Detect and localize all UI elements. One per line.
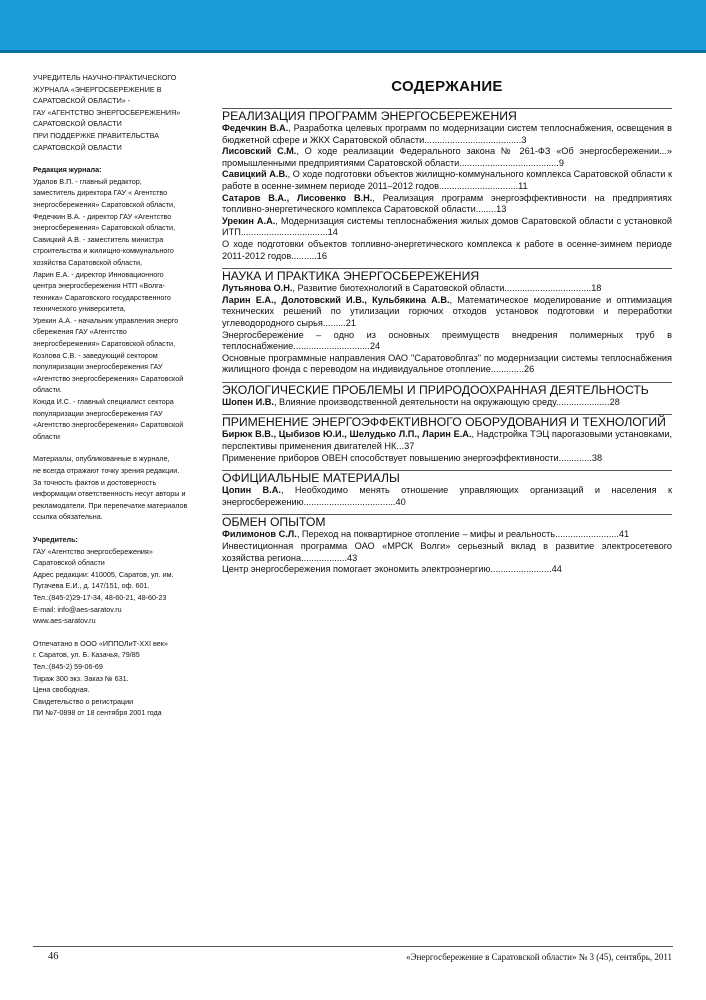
- entry-author: Филимонов С.Л.: [222, 529, 297, 540]
- toc-entry[interactable]: [222, 397, 672, 409]
- entry-author: Шопен И.В.: [222, 396, 274, 407]
- editorial-line: Ларин Е.А. - директор Инновационного: [33, 269, 164, 279]
- entry-title: Применение приборов ОВЕН способствует повышению энергоэффективности: [222, 452, 559, 463]
- editorial-line: области.: [33, 385, 62, 395]
- dot-leader: ..........: [291, 250, 317, 261]
- entry-page-number: 26: [524, 364, 535, 375]
- editorial-line: Удалов В.П. - главный редактор,: [33, 176, 142, 186]
- toc-entry[interactable]: [222, 123, 672, 146]
- header-band: [0, 0, 706, 50]
- entry-author: Лисовский С.М.: [222, 146, 297, 157]
- entry-page-number: 37: [404, 441, 415, 452]
- founder-line: ЖУРНАЛА «ЭНЕРГОСБЕРЕЖЕНИЕ В: [33, 84, 162, 94]
- disclaimer-line: не всегда отражают точку зрения редакции.: [33, 466, 180, 475]
- entry-author: Савицкий А.В.: [222, 169, 288, 180]
- founder-line: ГАУ «АГЕНТСТВО ЭНЕРГОСБЕРЕЖЕНИЯ»: [33, 107, 181, 117]
- dot-leader: .............: [558, 452, 592, 463]
- editorial-line: области: [33, 431, 60, 441]
- toc-entry[interactable]: [222, 564, 672, 576]
- entry-author: Ларин Е.А., Долотовский И.В., Кульбякина А.В.: [222, 294, 450, 305]
- toc-section: [222, 108, 672, 262]
- publisher-line: www.aes-saratov.ru: [33, 616, 96, 626]
- entry-author: Бирюк В.В., Цыбизов Ю.И., Шелудько Л.П., Ларин Е.А.: [222, 429, 472, 440]
- founder-line: УЧРЕДИТЕЛЬ НАУЧНО-ПРАКТИЧЕСКОГО: [33, 73, 177, 82]
- section-heading: ПРИМЕНЕНИЕ ЭНЕРГОЭФФЕКТИВНОГО ОБОРУДОВАНИЯ И ТЕХНОЛОГИЙ: [222, 414, 672, 429]
- entry-page-number: 44: [551, 564, 562, 575]
- dot-leader: .......................................: [459, 157, 559, 168]
- table-of-contents: [222, 78, 672, 576]
- founder-line: САРАТОВСКОЙ ОБЛАСТИ: [33, 142, 122, 152]
- editorial-line: популяризации энергосбережения ГАУ: [33, 408, 163, 418]
- editorial-line: техника» Саратовского государственного: [33, 292, 171, 302]
- disclaimer-line: ссылка обязательна.: [33, 512, 103, 522]
- toc-section: [222, 470, 672, 508]
- entry-title: , Переход на поквартирное отопление – мифы и реальность: [296, 529, 556, 540]
- toc-entry[interactable]: [222, 429, 672, 452]
- publisher-line: Пугачева Е.И., д. 147/151, оф. 601.: [33, 581, 150, 591]
- entry-page-number: 13: [496, 204, 507, 215]
- disclaimer-line: информации ответственность несут авторы и: [33, 489, 186, 499]
- editorial-heading: Редакция журнала:: [33, 165, 102, 175]
- entry-title: О ходе подготовки объектов топливно-энергетического комплекса к работе в осенне-зимнем периоде 2011-2012 годов: [222, 238, 672, 261]
- entry-page-number: 18: [591, 283, 602, 294]
- section-heading: ОБМЕН ОПЫТОМ: [222, 514, 672, 529]
- toc-entry[interactable]: [222, 239, 672, 262]
- dot-leader: ...............................: [438, 180, 519, 191]
- dot-leader: .........: [322, 317, 346, 328]
- publisher-info: [33, 546, 213, 627]
- dot-leader: .....................: [555, 396, 610, 407]
- publisher-line: Саратовской области: [33, 558, 105, 568]
- dot-leader: ........: [475, 204, 497, 215]
- entry-page-number: 14: [327, 227, 338, 238]
- entry-title: , О ходе реализации Федерального закона № 261-ФЗ «Об энергосбережении...» промышленными предприятиями Саратовской области: [222, 146, 673, 168]
- journal-issue: «Энергосбережение в Саратовской области» № 3 (45), сентябрь, 2011: [406, 952, 672, 962]
- toc-entry[interactable]: [222, 541, 672, 564]
- entry-title: , Математическое моделирование и оптимизация технических решений по утилизации горючих отходов установок подготовки и переработки углеводородного сырья: [222, 294, 672, 328]
- editorial-line: энергосбережения» Саратовской области,: [33, 199, 176, 209]
- entry-page-number: 41: [618, 529, 630, 540]
- section-heading: НАУКА И ПРАКТИКА ЭНЕРГОСБЕРЕЖЕНИЯ: [222, 268, 672, 283]
- toc-title: СОДЕРЖАНИЕ: [391, 78, 503, 95]
- entry-title: Энергосбережение – одно из основных преимуществ внедрения полимерных труб в теплоснабжение: [222, 329, 672, 352]
- toc-entry[interactable]: [222, 353, 672, 376]
- editorial-line: энергосбережения» Саратовской области,: [33, 223, 176, 233]
- dot-leader: ........................: [490, 564, 552, 575]
- print-line: Свидетельство о регистрации: [33, 696, 134, 706]
- entry-title: Основные программные направления ОАО "Саратовоблгаз" по модернизации системы теплоснабжения жилищного фонда с переводом на индивидуальное отопление: [222, 352, 672, 375]
- section-heading: ЭКОЛОГИЧЕСКИЕ ПРОБЛЕМЫ И ПРИРОДООХРАННАЯ ДЕЯТЕЛЬНОСТЬ: [222, 382, 672, 397]
- toc-section: [222, 414, 672, 464]
- editorial-line: популяризации энергосбережения ГАУ: [33, 362, 163, 372]
- entry-page-number: 24: [369, 341, 381, 352]
- entry-page-number: 21: [345, 317, 357, 328]
- entry-title: , Надстройка ТЭЦ парогазовыми установками, перспективы применения двигателей НК: [222, 429, 673, 452]
- toc-entry[interactable]: [222, 216, 672, 239]
- print-info: [33, 638, 213, 719]
- toc-entry[interactable]: [222, 283, 672, 295]
- toc-entry[interactable]: [222, 295, 672, 330]
- toc-entry[interactable]: [222, 453, 672, 465]
- entry-title: , Разработка целевых программ по модернизации систем теплоснабжения, освещения в бюджетной сфере и ЖКХ Саратовской области: [222, 123, 672, 145]
- editorial-line: энергосбережения» Саратовской области,: [33, 339, 176, 349]
- section-heading: РЕАЛИЗАЦИЯ ПРОГРАММ ЭНЕРГОСБЕРЕЖЕНИЯ: [222, 108, 672, 123]
- dot-leader: .........................: [555, 529, 619, 540]
- editorial-line: Козлова С.В. - заведующий сектором: [33, 350, 158, 360]
- editorial-line: «Агентство энергосбережения» Саратовской: [33, 420, 184, 430]
- entry-title: , Развитие биотехнологий в Саратовской области: [292, 283, 505, 294]
- founder-block: [33, 72, 213, 153]
- toc-section: [222, 268, 672, 376]
- entry-title: , О ходе подготовки объектов жилищно-коммунального комплекса Саратовской области к работе в осенне-зимнем периоде 2011–2012 годов: [222, 169, 673, 191]
- founder-line: САРАТОВСКОЙ ОБЛАСТИ: [33, 119, 122, 129]
- dot-leader: ..............................: [293, 341, 370, 352]
- dot-leader: ..................................: [240, 227, 328, 238]
- entry-author: Лутьянова О.Н.: [222, 283, 293, 294]
- entry-author: Урекин А.А.: [222, 215, 276, 226]
- entry-title: , Модернизация системы теплоснабжения жилых домов Саратовской области с установкой ИТП: [222, 215, 672, 238]
- dot-leader: .............: [490, 364, 525, 375]
- publisher-line: E-mail: info@aes-saratov.ru: [33, 604, 122, 614]
- toc-section: [222, 382, 672, 409]
- entry-page-number: 11: [518, 180, 528, 191]
- editorial-line: Федечкин В.А. - директор ГАУ «Агентство: [33, 211, 172, 221]
- print-line: Тел.:(845-2) 59-06-69: [33, 661, 103, 671]
- editorial-line: Савицкий А.В. - заместитель министра: [33, 234, 164, 244]
- toc-entry[interactable]: [222, 146, 672, 169]
- entry-title: , Влияние производственной деятельности на окружающую среду: [273, 396, 556, 407]
- dot-leader: ....................................: [303, 496, 396, 507]
- editorial-line: хозяйства Саратовской области,: [33, 257, 143, 267]
- dot-leader: ......................................: [424, 134, 522, 145]
- header-band-edge: [0, 50, 706, 53]
- entry-page-number: 38: [591, 452, 603, 463]
- print-line: Отпечатано в ООО «ИППОЛиТ-XXI век»: [33, 638, 168, 648]
- disclaimer-line: Материалы, опубликованные в журнале,: [33, 454, 170, 464]
- editorial-line: технического университета,: [33, 304, 126, 314]
- entry-page-number: 43: [347, 552, 358, 563]
- founder-line: САРАТОВСКОЙ ОБЛАСТИ» -: [33, 96, 131, 106]
- print-line: Тираж 300 экз. Заказ № 631.: [33, 673, 129, 683]
- toc-entry[interactable]: [222, 529, 672, 541]
- editorial-line: центра энергосбережения НТП «Волга-: [33, 281, 166, 291]
- founder-line: ПРИ ПОДДЕРЖКЕ ПРАВИТЕЛЬСТВА: [33, 130, 159, 140]
- entry-page-number: 9: [558, 157, 564, 168]
- publisher-line: Адрес редакции: 410005, Саратов, ул. им.: [33, 569, 174, 579]
- editorial-line: Урекин А.А. - начальник управления энерго: [33, 315, 179, 325]
- disclaimer-line: рекламодатели. При перепечатке материалов: [33, 500, 188, 510]
- entry-title: Инвестиционная программа ОАО «МРСК Волги» серьезный вклад в развитие электросетевого хозяйства региона: [222, 541, 672, 563]
- editorial-line: сбережения ГАУ «Агентство: [33, 327, 127, 337]
- page-number: 46: [48, 951, 59, 962]
- toc-sections: [222, 108, 672, 576]
- entry-author: Цопин В.А.: [222, 485, 281, 496]
- print-line: г. Саратов, ул. Б. Казачья, 79/85: [33, 650, 140, 660]
- toc-entry[interactable]: [222, 485, 672, 508]
- editorial-line: «Агентство энергосбережения» Саратовской: [33, 373, 184, 383]
- publisher-heading: Учредитель:: [33, 534, 78, 544]
- disclaimer-line: За точность фактов и достоверность: [33, 477, 157, 487]
- section-heading: ОФИЦИАЛЬНЫЕ МАТЕРИАЛЫ: [222, 470, 672, 485]
- entry-author: Сатаров В.А., Лисовенко В.Н.: [222, 192, 373, 203]
- editorial-board: [33, 176, 213, 443]
- entry-page-number: 28: [609, 396, 620, 407]
- entry-title: Центр энергосбережения помогает экономить электроэнергию: [222, 564, 491, 575]
- dot-leader: ...: [396, 441, 405, 452]
- entry-title: , Необходимо менять отношение управляющих организаций и населения к энергосбережению: [222, 485, 672, 507]
- footer-rule: [33, 946, 673, 947]
- dot-leader: ..................: [301, 552, 348, 563]
- print-line: Цена свободная.: [33, 685, 90, 695]
- publisher-line: ГАУ «Агентство энергосбережения»: [33, 546, 153, 556]
- editorial-line: Коюда И.С. - главный специалист сектора: [33, 397, 174, 407]
- print-line: ПИ №7-0898 от 18 сентября 2001 года: [33, 708, 162, 718]
- disclaimer: [33, 453, 213, 523]
- editorial-line: заместитель директора ГАУ « Агентство: [33, 188, 168, 198]
- entry-page-number: 3: [521, 134, 527, 145]
- imprint-sidebar: [33, 72, 213, 719]
- publisher-line: Тел.:(845-2)29-17-34, 48-60-21, 48-60-23: [33, 592, 167, 602]
- entry-page-number: 16: [316, 250, 327, 261]
- toc-entry[interactable]: [222, 193, 672, 216]
- editorial-line: строительства и жилищно-коммунального: [33, 246, 174, 256]
- entry-page-number: 40: [395, 496, 406, 507]
- toc-entry[interactable]: [222, 169, 672, 192]
- entry-title: , Реализация программ энергоэффективности на предприятиях топливно-энергетического комплекса Саратовской области: [222, 192, 672, 215]
- dot-leader: ..................................: [504, 283, 592, 294]
- toc-entry[interactable]: [222, 330, 672, 353]
- entry-author: Федечкин В.А.: [222, 123, 289, 133]
- toc-section: [222, 514, 672, 575]
